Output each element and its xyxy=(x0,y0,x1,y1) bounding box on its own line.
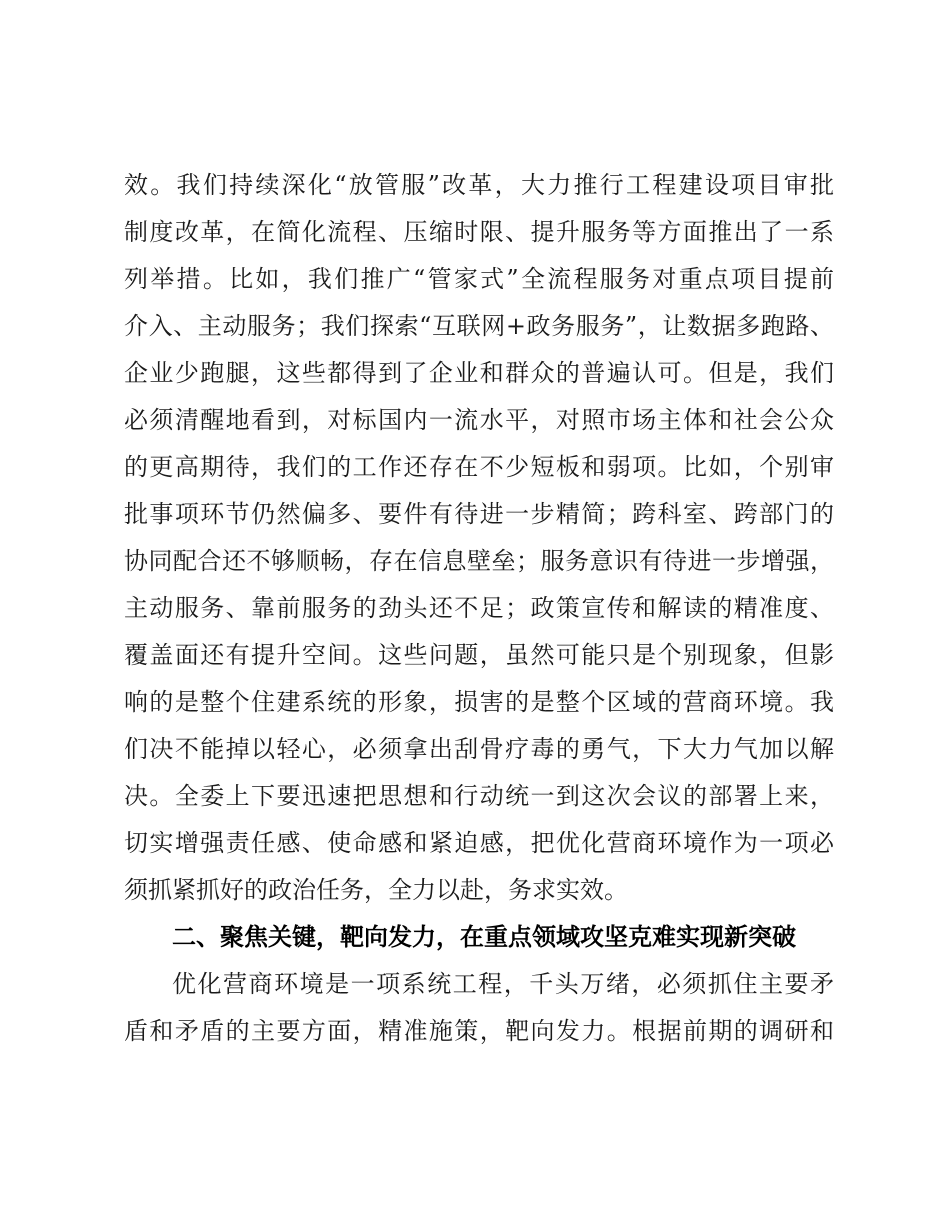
paragraph-line: 协同配合还不够顺畅，存在信息壁垒；服务意识有待进一步增强， xyxy=(124,547,834,575)
paragraph-line: 介入、主动服务；我们探索“互联网+政务服务”，让数据多跑路、 xyxy=(124,312,834,340)
paragraph-line: 切实增强责任感、使命感和紧迫感，把优化营商环境作为一项必 xyxy=(124,829,834,857)
paragraph-line: 须抓紧抓好的政治任务，全力以赴，务求实效。 xyxy=(124,876,628,904)
paragraph-line: 制度改革，在简化流程、压缩时限、提升服务等方面推出了一系 xyxy=(124,218,834,246)
paragraph-line: 们决不能掉以轻心，必须拿出刮骨疗毒的勇气，下大力气加以解 xyxy=(124,735,834,763)
paragraph-line: 效。我们持续深化“放管服”改革，大力推行工程建设项目审批 xyxy=(124,171,834,199)
paragraph-line: 批事项环节仍然偏多、要件有待进一步精简；跨科室、跨部门的 xyxy=(124,500,834,528)
paragraph-line: 盾和矛盾的主要方面，精准施策，靶向发力。根据前期的调研和 xyxy=(124,1017,834,1045)
paragraph-line: 必须清醒地看到，对标国内一流水平，对照市场主体和社会公众 xyxy=(124,406,834,434)
section-heading: 二、聚焦关键，靶向发力，在重点领域攻坚克难实现新突破 xyxy=(172,923,796,951)
paragraph-line: 响的是整个住建系统的形象，损害的是整个区域的营商环境。我 xyxy=(124,688,834,716)
paragraph-line: 覆盖面还有提升空间。这些问题，虽然可能只是个别现象，但影 xyxy=(124,641,834,669)
paragraph-line: 优化营商环境是一项系统工程，千头万绪，必须抓住主要矛 xyxy=(172,970,834,998)
paragraph-line: 决。全委上下要迅速把思想和行动统一到这次会议的部署上来， xyxy=(124,782,834,810)
paragraph-line: 企业少跑腿，这些都得到了企业和群众的普遍认可。但是，我们 xyxy=(124,359,834,387)
paragraph-line: 列举措。比如，我们推广“管家式”全流程服务对重点项目提前 xyxy=(124,265,834,293)
paragraph-line: 主动服务、靠前服务的劲头还不足；政策宣传和解读的精准度、 xyxy=(124,594,834,622)
paragraph-line: 的更高期待，我们的工作还存在不少短板和弱项。比如，个别审 xyxy=(124,453,834,481)
document-body xyxy=(124,162,834,1055)
